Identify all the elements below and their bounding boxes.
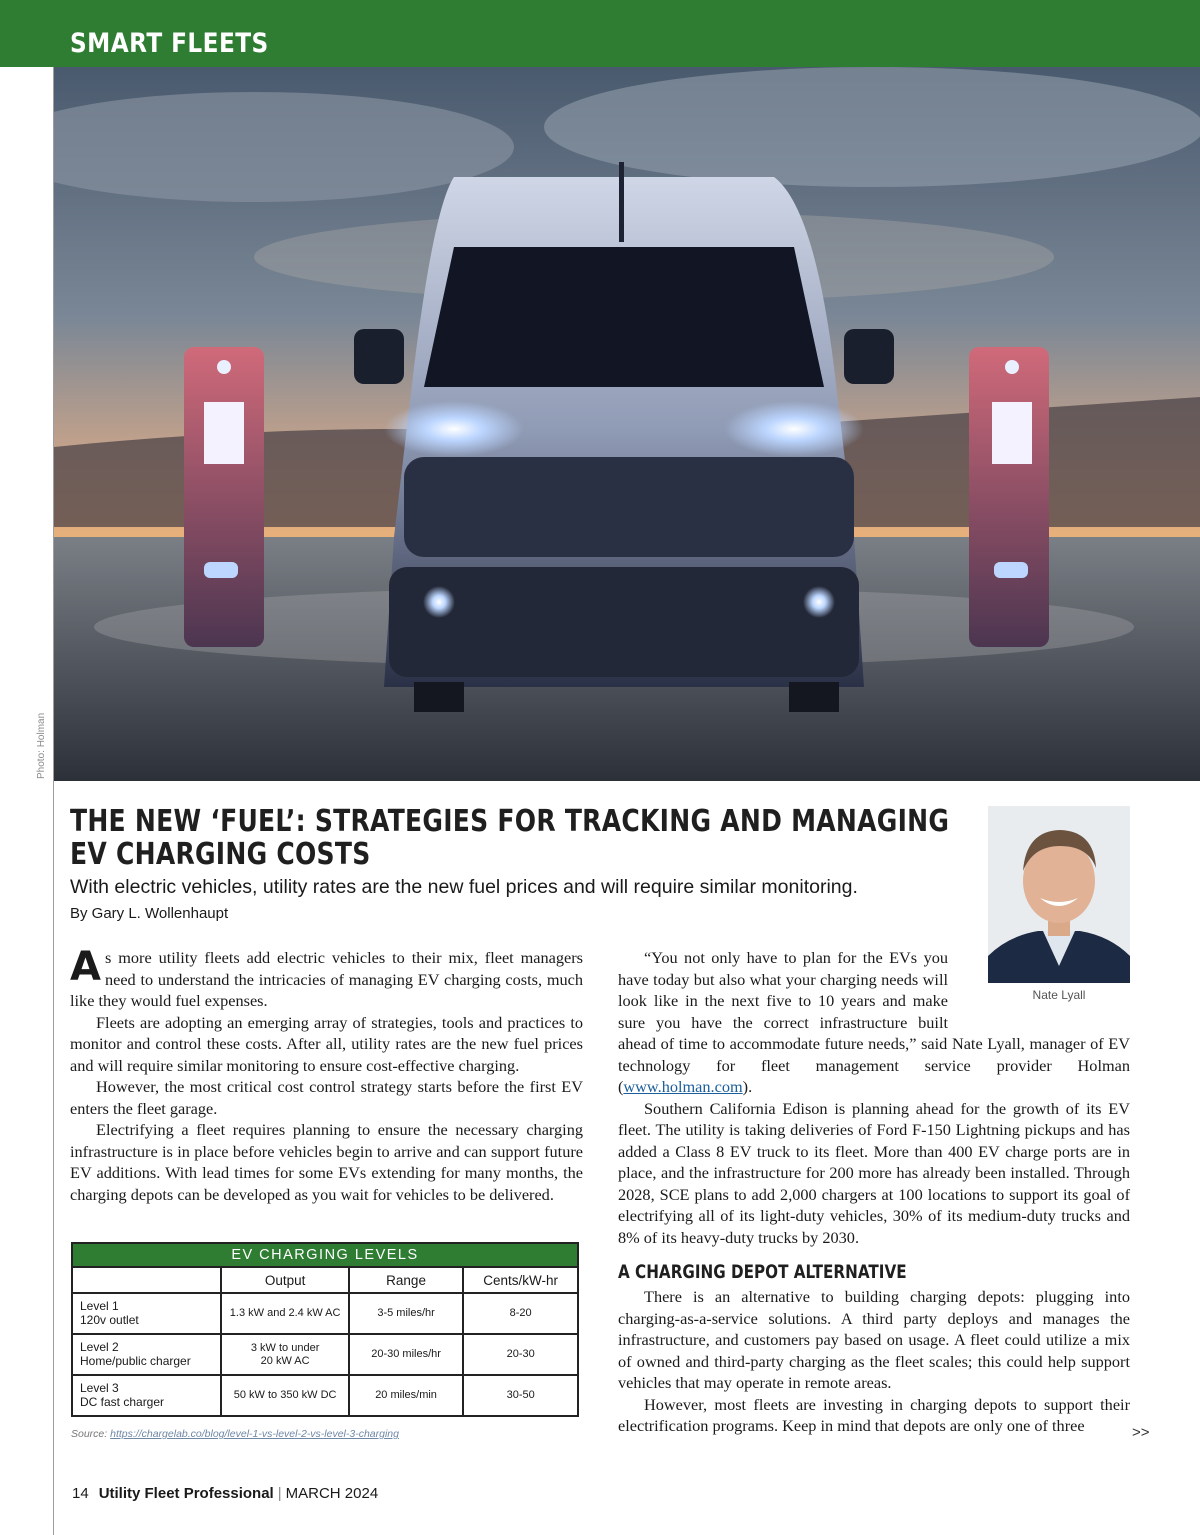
- ev-van-charging-photo-icon: [54, 67, 1200, 781]
- portrait-wrap-space: [948, 947, 1130, 1033]
- table-header: Output: [221, 1267, 348, 1293]
- paragraph: There is an alternative to building charging depots: plugging into charging-as-a-service solutions. A third party deploys and manages the infrastructure, and customers pay based on usage. A fleet could utilize a mix of owned and third-party charging as the fleet scales; this could help support vehicles that may operate in remote areas.: [618, 1287, 1130, 1392]
- table-cell-range: 20 miles/min: [349, 1375, 464, 1416]
- portrait-caption: Nate Lyall: [1032, 988, 1086, 1002]
- article-headline: [70, 804, 950, 872]
- paragraph-text: s more utility fleets add electric vehicles to their mix, fleet managers need to understand the intricacies of managing EV charging costs, much like they would fuel expenses.: [70, 948, 583, 1010]
- paragraph: Southern California Edison is planning ahead for the growth of its EV fleet. The utility is taking deliveries of Ford F-150 Lightning pickups and has added a Class 8 EV truck to its fleet. More than 400 EV charge ports are in place, and the infrastructure for 200 more has already been installed. Through 2028, SCE plans to add 2,000 chargers at 100 locations to support its goal of electrifying all of its light-duty vehicles, 30% of its medium-duty trucks and 8% of its heavy-duty trucks by 2030.: [618, 1098, 1130, 1247]
- table-cell-cents: 30-50: [463, 1375, 578, 1416]
- issue-date: MARCH 2024: [285, 1485, 379, 1502]
- hero-photo: [54, 67, 1200, 781]
- table-cell-output: [221, 1334, 348, 1375]
- table-cell-level: [72, 1293, 221, 1334]
- section-subhead: A CHARGING DEPOT ALTERNATIVE: [618, 1261, 907, 1283]
- paragraph: [70, 944, 583, 1012]
- photo-credit: Photo: Holman: [36, 712, 47, 779]
- source-link[interactable]: https://chargelab.co/blog/level-1-vs-level-2-vs-level-3-charging: [110, 1428, 399, 1440]
- section-label: SMART FLEETS: [70, 28, 269, 59]
- continued-arrow-icon: >>: [1132, 1424, 1150, 1441]
- table-cell-output: [221, 1293, 348, 1334]
- table-cell-cents: 8-20: [463, 1293, 578, 1334]
- article-deck: With electric vehicles, utility rates are the new fuel prices and will require similar monitoring.: [70, 876, 858, 898]
- page-footer: [72, 1485, 378, 1502]
- holman-link[interactable]: www.holman.com: [623, 1077, 743, 1096]
- headline-line-1: THE NEW ‘FUEL’: STRATEGIES FOR TRACKING AND MANAGING: [70, 804, 950, 839]
- table-cell-level: [72, 1334, 221, 1375]
- level-name: Level 1: [80, 1299, 119, 1313]
- paragraph: Fleets are adopting an emerging array of strategies, tools and practices to monitor and control these costs. After all, utility rates are the new fuel prices and will require similar monitoring to ensure cost-effective charging.: [70, 1012, 583, 1075]
- level-type: DC fast charger: [80, 1394, 165, 1409]
- paragraph: Electrifying a fleet requires planning to ensure the necessary charging infrastructure is in place before vehicles begin to arrive and can support future EV additions. With lead times for some EVs extending for many months, the charging depots can be developed as you wait for vehicles to be delivered.: [70, 1120, 583, 1204]
- level-type: Home/public charger: [80, 1353, 191, 1368]
- output-text: 3 kW to under: [250, 1341, 320, 1354]
- output-text: 20 kW AC: [260, 1354, 310, 1367]
- output-text: 1.3 kW and 2.4 kW AC: [229, 1307, 341, 1319]
- level-name: Level 3: [80, 1381, 119, 1395]
- level-type: 120v outlet: [80, 1312, 139, 1327]
- article-right-column: [618, 947, 1130, 1437]
- table-header: Range: [349, 1267, 464, 1293]
- table-cell-output: [221, 1375, 348, 1416]
- table-source: [71, 1428, 399, 1440]
- table-cell-range: 20-30 miles/hr: [349, 1334, 464, 1375]
- paragraph: However, the most critical cost control strategy starts before the first EV enters the fleet garage.: [70, 1077, 583, 1118]
- table-header: [72, 1267, 221, 1293]
- level-name: Level 2: [80, 1340, 119, 1354]
- table-title: EV CHARGING LEVELS: [72, 1243, 578, 1267]
- table-row: [72, 1375, 578, 1416]
- table-cell-range: 3-5 miles/hr: [349, 1293, 464, 1334]
- footer-separator: |: [277, 1485, 282, 1502]
- ev-charging-levels-table: [71, 1242, 579, 1417]
- publication-name: Utility Fleet Professional: [98, 1485, 274, 1502]
- output-text: 50 kW to 350 kW DC: [233, 1389, 337, 1401]
- table-row: [72, 1334, 578, 1375]
- article-left-column: [70, 944, 583, 1205]
- headline-line-2: EV CHARGING COSTS: [70, 837, 371, 872]
- page-number: 14: [72, 1485, 89, 1502]
- table-header: Cents/kW-hr: [463, 1267, 578, 1293]
- table-cell-level: [72, 1375, 221, 1416]
- paragraph-text: ).: [742, 1077, 753, 1096]
- article-byline: By Gary L. Wollenhaupt: [70, 905, 229, 922]
- table-cell-cents: 20-30: [463, 1334, 578, 1375]
- paragraph-text: “You not only have to plan for the EVs you have today but also what your charging needs will look like in the next five to 10 years and make sure you have the correct infrastructure built ahead of time to accommodate future needs,” said Nate Lyall, manager of EV technology for fleet management service provider Holman (: [618, 948, 1130, 1096]
- paragraph: However, most fleets are investing in charging depots to support their electrification programs. Keep in mind that depots are only one of three: [618, 1394, 1130, 1435]
- table-row: [72, 1293, 578, 1334]
- drop-cap: A: [70, 944, 101, 990]
- source-label: Source:: [71, 1428, 108, 1440]
